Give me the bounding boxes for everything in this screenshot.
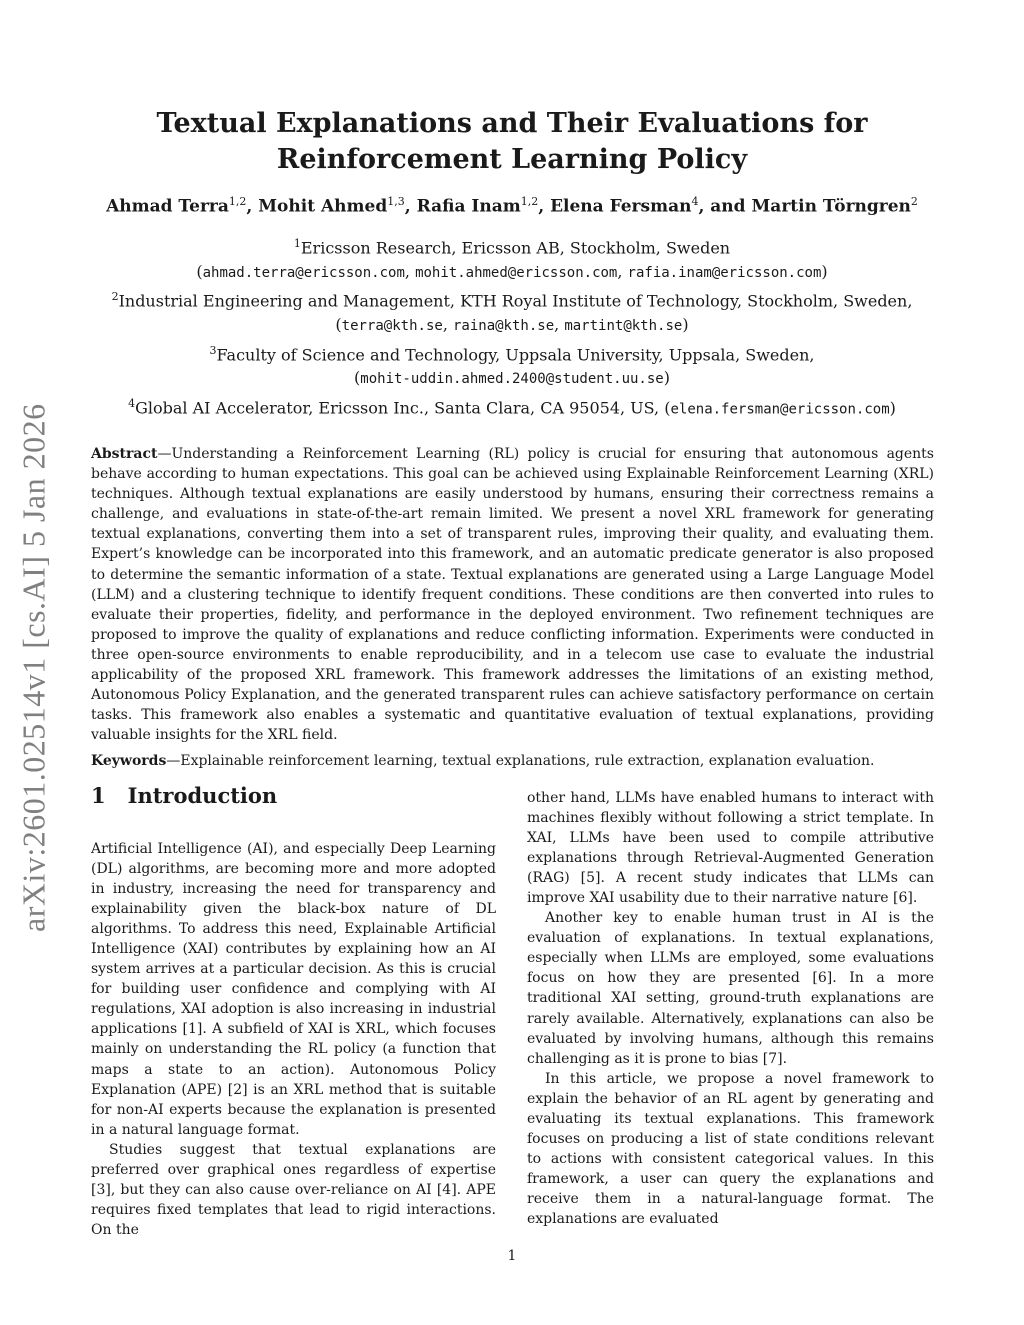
affiliation-2-emails: (terra@kth.se, raina@kth.se, martint@kth.se) <box>335 315 689 335</box>
affiliation-text: Industrial Engineering and Management, KTH Royal Institute of Technology, Stockholm, Sweden, <box>118 291 913 311</box>
author-separator: , <box>246 196 259 217</box>
author: Rafia Inam <box>416 196 521 217</box>
intro-paragraph-1: Artificial Intelligence (AI), and especially Deep Learning (DL) algorithms, are becoming more and more adopted in industry, increasing the need for transparency and explainability given the black-box nature of DL algorithms. To address this need, Explainable Artificial Intelligence (XAI) contributes by explaining how an AI system arrives at a particular decision. As this is crucial for building user confidence and complying with AI regulations, XAI adoption is also increasing in industrial applications [1]. A subfield of XAI is XRL, which focuses mainly on understanding the RL policy (a function that maps a state to an action). Autonomous Policy Explanation (APE) [2] is an XRL method that is suitable for non-AI experts because the explanation is presented in a natural language format. <box>91 841 496 1138</box>
title-line-2: Reinforcement Learning Policy <box>276 144 748 175</box>
email-link[interactable]: mohit-uddin.ahmed.2400@student.uu.se <box>360 371 664 388</box>
affiliation-text: Global AI Accelerator, Ericsson Inc., Santa Clara, CA 95054, US, <box>135 398 665 418</box>
author-affiliation-marker: 1,2 <box>520 195 539 208</box>
arxiv-identifier-stamp: arXiv:2601.02514v1 [cs.AI] 5 Jan 2026 <box>15 403 52 932</box>
email-link[interactable]: ahmad.terra@ericsson.com <box>202 264 405 281</box>
author-affiliation-marker: 4 <box>691 195 699 208</box>
right-column <box>527 788 934 1229</box>
affiliations-block <box>70 232 954 422</box>
section-title: Introduction <box>127 783 278 808</box>
email-link[interactable]: mohit.ahmed@ericsson.com <box>415 264 618 281</box>
affiliation-marker: 3 <box>209 343 217 357</box>
intro-paragraph-4: Another key to enable human trust in AI is the evaluation of explanations. In textual explanations, especially when LLMs are employed, some evaluations focus on how they are presented [6]. In a more traditional XAI setting, ground-truth explanations are rarely available. Alternatively, explanations can also be evaluated by involving humans, although this remains challenging as it is prone to bias [7]. <box>527 910 934 1067</box>
affiliation-2 <box>70 285 954 313</box>
author: Elena Fersman <box>550 196 692 217</box>
author-affiliation-marker: 1,2 <box>228 195 247 208</box>
affiliation-3 <box>70 339 954 367</box>
left-column <box>91 781 496 1240</box>
intro-paragraph-3: other hand, LLMs have enabled humans to interact with machines flexibly without following a strict template. In XAI, LLMs have been used to compile attributive explanations through Retrieval-Augmented Generation (RAG) [5]. A recent study indicates that LLMs can improve XAI usability due to their narrative nature [6]. <box>527 790 934 907</box>
author: Ahmad Terra <box>106 196 229 217</box>
abstract-text: Understanding a Reinforcement Learning (RL) policy is crucial for ensuring that autonomous agents behave according to human expectations. This goal can be achieved using Explainable Reinforcement Learning (XRL) techniques. Although textual explanations are easily understood by humans, ensuring their correctness remains a challenge, and evaluations in state-of-the-art remain limited. We present a novel XRL framework for generating textual explanations, converting them into a set of transparent rules, improving their quality, and evaluating them. Expert’s knowledge can be incorporated into this framework, and an automatic predicate generator is also proposed to determine the semantic information of a state. Textual explanations are generated using a Large Language Model (LLM) and a clustering technique to identify frequent conditions. These conditions are then converted into rules to evaluate their properties, fidelity, and performance in the deployed environment. Two refinement techniques are proposed to improve the quality of explanations and reduce conflicting information. Experiments were conducted in three open-source environments to enable reproducibility, and in a telecom use case to evaluate the industrial applicability of the proposed XRL framework. This framework addresses the limitations of an existing method, Autonomous Policy Explanation, and the generated transparent rules can achieve satisfactory performance on certain tasks. This framework also enables a systematic and quantitative evaluation of textual explanations, providing valuable insights for the XRL field. <box>91 446 934 744</box>
affiliation-4: $^4$Global AI Accelerator, Ericsson Inc., Santa Clara, CA 95054, US, (elena.fersman@ericsson.com) <box>128 396 896 418</box>
affiliation-marker: 2 <box>111 290 119 304</box>
affiliation-marker: 1 <box>293 237 301 250</box>
author-separator: , <box>404 196 417 217</box>
email-link[interactable]: raina@kth.se <box>452 318 555 335</box>
intro-paragraph-2: Studies suggest that textual explanations are preferred over graphical ones regardless of expertise [3], but they can also cause over-reliance on AI [4]. APE requires fixed templates that lead to rigid interactions. On the <box>91 1141 496 1238</box>
affiliation-text: Ericsson Research, Ericsson AB, Stockholm, Sweden <box>300 238 731 258</box>
abstract-label: Abstract <box>91 446 158 462</box>
author-separator: , and <box>698 196 752 217</box>
affiliation-text: Faculty of Science and Technology, Uppsala University, Uppsala, Sweden, <box>216 344 815 364</box>
keywords-text: Explainable reinforcement learning, textual explanations, rule extraction, explanation evaluation. <box>180 753 875 769</box>
keywords-dash: — <box>166 753 181 769</box>
section-number: 1 <box>91 783 106 808</box>
email-link[interactable]: martint@kth.se <box>564 318 683 335</box>
intro-paragraph-5: In this article, we propose a novel framework to explain the behavior of an RL agent by generating and evaluating its textual explanations. This framework focuses on producing a list of state conditions relevant to actions with consistent categorical values. In this framework, a user can query the explanations and receive them in a natural-language format. The explanations are evaluated <box>527 1070 934 1227</box>
affiliation-3-email: (mohit-uddin.ahmed.2400@student.uu.se) <box>354 368 670 388</box>
title-line-1: Textual Explanations and Their Evaluations for <box>156 108 868 139</box>
keywords-label: Keywords <box>91 753 167 769</box>
author-affiliation-marker: 1,3 <box>387 195 405 208</box>
affiliation-1 <box>70 232 954 260</box>
affiliation-1-emails: (ahmad.terra@ericsson.com, mohit.ahmed@ericsson.com, rafia.inam@ericsson.com) <box>196 261 828 281</box>
keywords <box>91 751 934 771</box>
author-separator: , <box>538 196 551 217</box>
author: Martin Törngren <box>751 196 911 217</box>
section-heading-introduction <box>91 781 496 811</box>
author-affiliation-marker: 2 <box>910 195 918 208</box>
author-list <box>70 190 954 219</box>
email-link[interactable]: elena.fersman@ericsson.com <box>670 401 890 418</box>
affiliation-marker: 4 <box>128 396 136 410</box>
author: Mohit Ahmed <box>258 196 388 217</box>
page-number: 1 <box>507 1248 517 1264</box>
abstract-dash: — <box>157 446 172 462</box>
paper-title <box>120 106 904 178</box>
email-link[interactable]: terra@kth.se <box>341 318 443 335</box>
abstract <box>91 444 934 745</box>
email-link[interactable]: rafia.inam@ericsson.com <box>627 264 822 281</box>
